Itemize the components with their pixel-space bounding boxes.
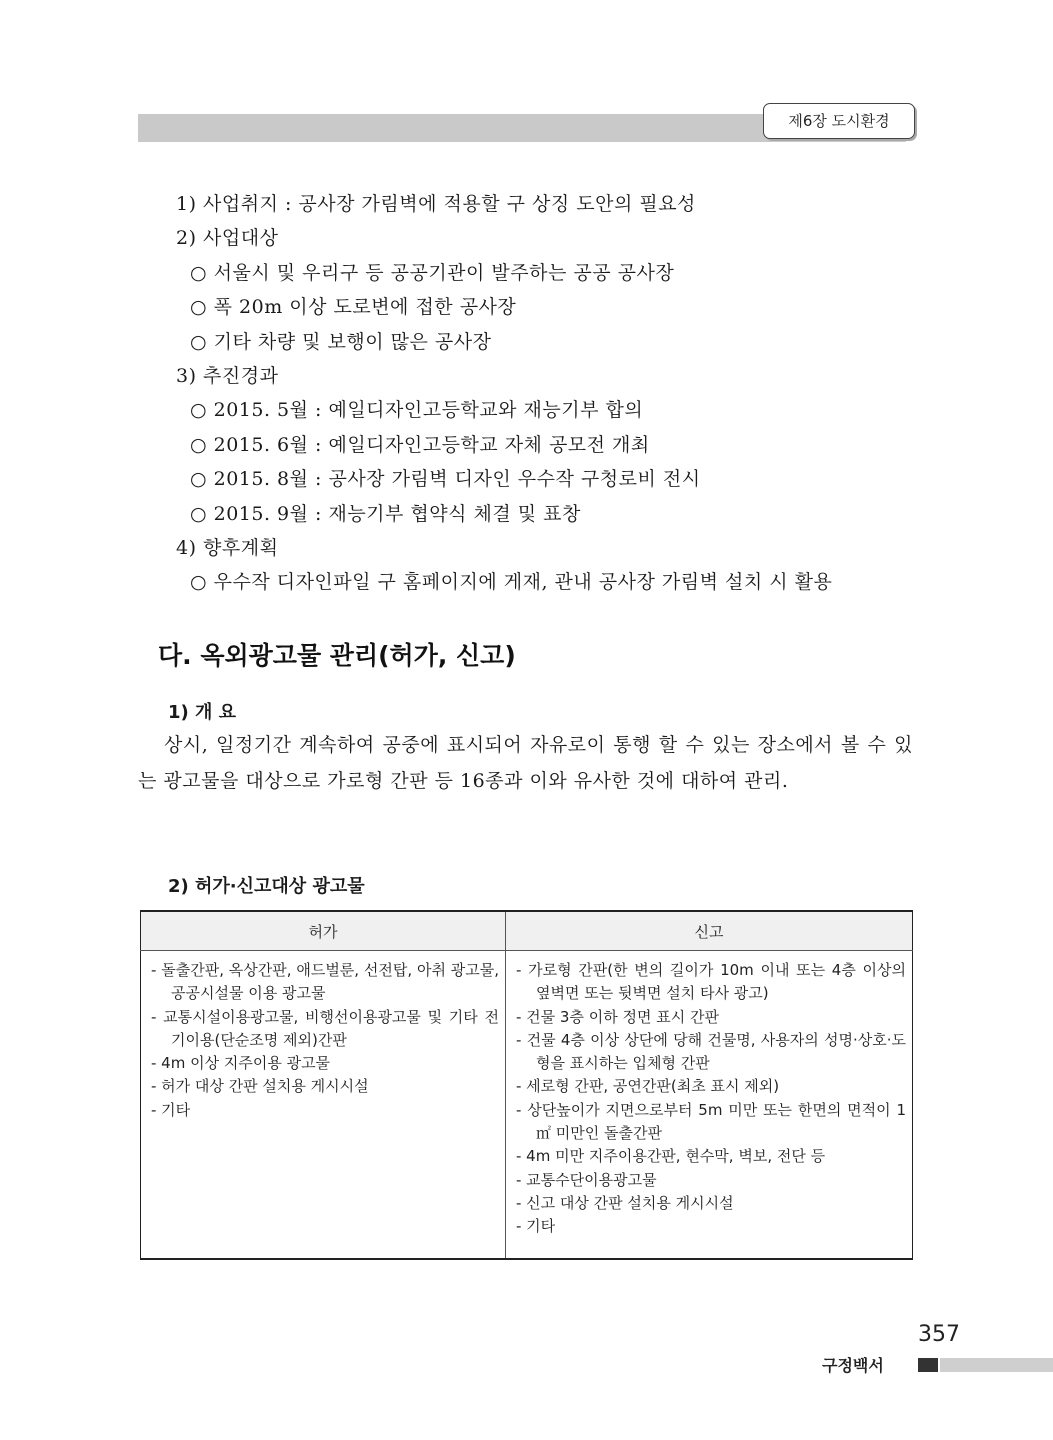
- report-item: - 신고 대상 간판 설치용 게시시설: [516, 1193, 734, 1212]
- report-item: - 기타: [516, 1217, 556, 1236]
- overview-section: [138, 699, 913, 799]
- report-item: - 4m 미만 지주이용간판, 현수막, 벽보, 전단 등: [516, 1147, 826, 1166]
- permit-item: - 허가 대상 간판 설치용 게시시설: [151, 1077, 369, 1096]
- table-title: 2) 허가·신고대상 광고물: [168, 876, 365, 897]
- report-item: - 상단높이가 지면으로부터 5m 미만 또는 한면의 면적이 1㎡ 미만인 돌출간판: [516, 1100, 906, 1143]
- list-item: 3) 추진경과: [176, 365, 279, 388]
- permit-item: - 기타: [151, 1100, 191, 1119]
- overview-body: 상시, 일정기간 계속하여 공중에 표시되어 자유로이 통행 할 수 있는 장소에서 볼 수 있는 광고물을 대상으로 가로형 간판 등 16종과 이와 유사한 것에 대하여 관리.: [138, 734, 913, 792]
- list-item: ○ 기타 차량 및 보행이 많은 공사장: [190, 330, 492, 353]
- table-header-row: [141, 911, 913, 951]
- list-item: 4) 향후계획: [176, 537, 279, 560]
- book-title: 구정백서: [822, 1356, 884, 1375]
- list-item: ○ 우수작 디자인파일 구 홈페이지에 게재, 관내 공사장 가림벽 설치 시 활용: [190, 571, 833, 594]
- report-cell: [506, 951, 913, 1260]
- page-number: 357: [918, 1322, 960, 1347]
- footer-bar-light: [940, 1358, 1053, 1372]
- project-list: [138, 187, 913, 600]
- list-item: 2) 사업대상: [176, 227, 279, 250]
- permit-item: - 교통시설이용광고물, 비행선이용광고물 및 기타 전기이용(단순조명 제외)간판: [151, 1007, 499, 1049]
- list-item: ○ 2015. 6월 : 예일디자인고등학교 자체 공모전 개최: [190, 433, 650, 456]
- list-item: ○ 폭 20m 이상 도로변에 접한 공사장: [190, 296, 517, 319]
- overview-text: [138, 727, 913, 799]
- report-item: - 건물 4층 이상 상단에 당해 건물명, 사용자의 성명·상호·도형을 표시하는 입체형 간판: [516, 1030, 906, 1073]
- section-heading: 다. 옥외광고물 관리(허가, 신고): [158, 641, 516, 670]
- permit-item: - 4m 이상 지주이용 광고물: [151, 1054, 331, 1073]
- list-item: 1) 사업취지 : 공사장 가림벽에 적용할 구 상징 도안의 필요성: [176, 193, 696, 215]
- list-item: ○ 2015. 8월 : 공사장 가림벽 디자인 우수작 구청로비 전시: [190, 468, 701, 491]
- permit-cell: [141, 951, 506, 1260]
- report-item: - 가로형 간판(한 변의 길이가 10m 이내 또는 4층 이상의 옆벽면 또는 뒷벽면 설치 타사 광고): [516, 961, 906, 1003]
- report-item: - 교통수단이용광고물: [516, 1170, 657, 1189]
- list-item: ○ 서울시 및 우리구 등 공공기관이 발주하는 공공 공사장: [190, 261, 675, 284]
- report-item: - 건물 3층 이하 정면 표시 간판: [516, 1007, 719, 1026]
- list-item: ○ 2015. 9월 : 재능기부 협약식 체결 및 표창: [190, 502, 581, 525]
- footer-bar-dark: [918, 1358, 938, 1372]
- column-header-report: 신고: [506, 911, 913, 951]
- overview-title: 1) 개 요: [168, 702, 237, 723]
- chapter-tab: 제6장 도시환경: [763, 103, 915, 139]
- permit-item: - 돌출간판, 옥상간판, 애드벌룬, 선전탑, 아취 광고물, 공공시설물 이용 광고물: [151, 961, 499, 1003]
- table-row: [141, 951, 913, 1260]
- list-item: ○ 2015. 5월 : 예일디자인고등학교와 재능기부 합의: [190, 399, 644, 422]
- report-item: - 세로형 간판, 공연간판(최초 표시 제외): [516, 1077, 780, 1096]
- advertisement-table: [140, 910, 913, 1260]
- column-header-permit: 허가: [141, 911, 506, 951]
